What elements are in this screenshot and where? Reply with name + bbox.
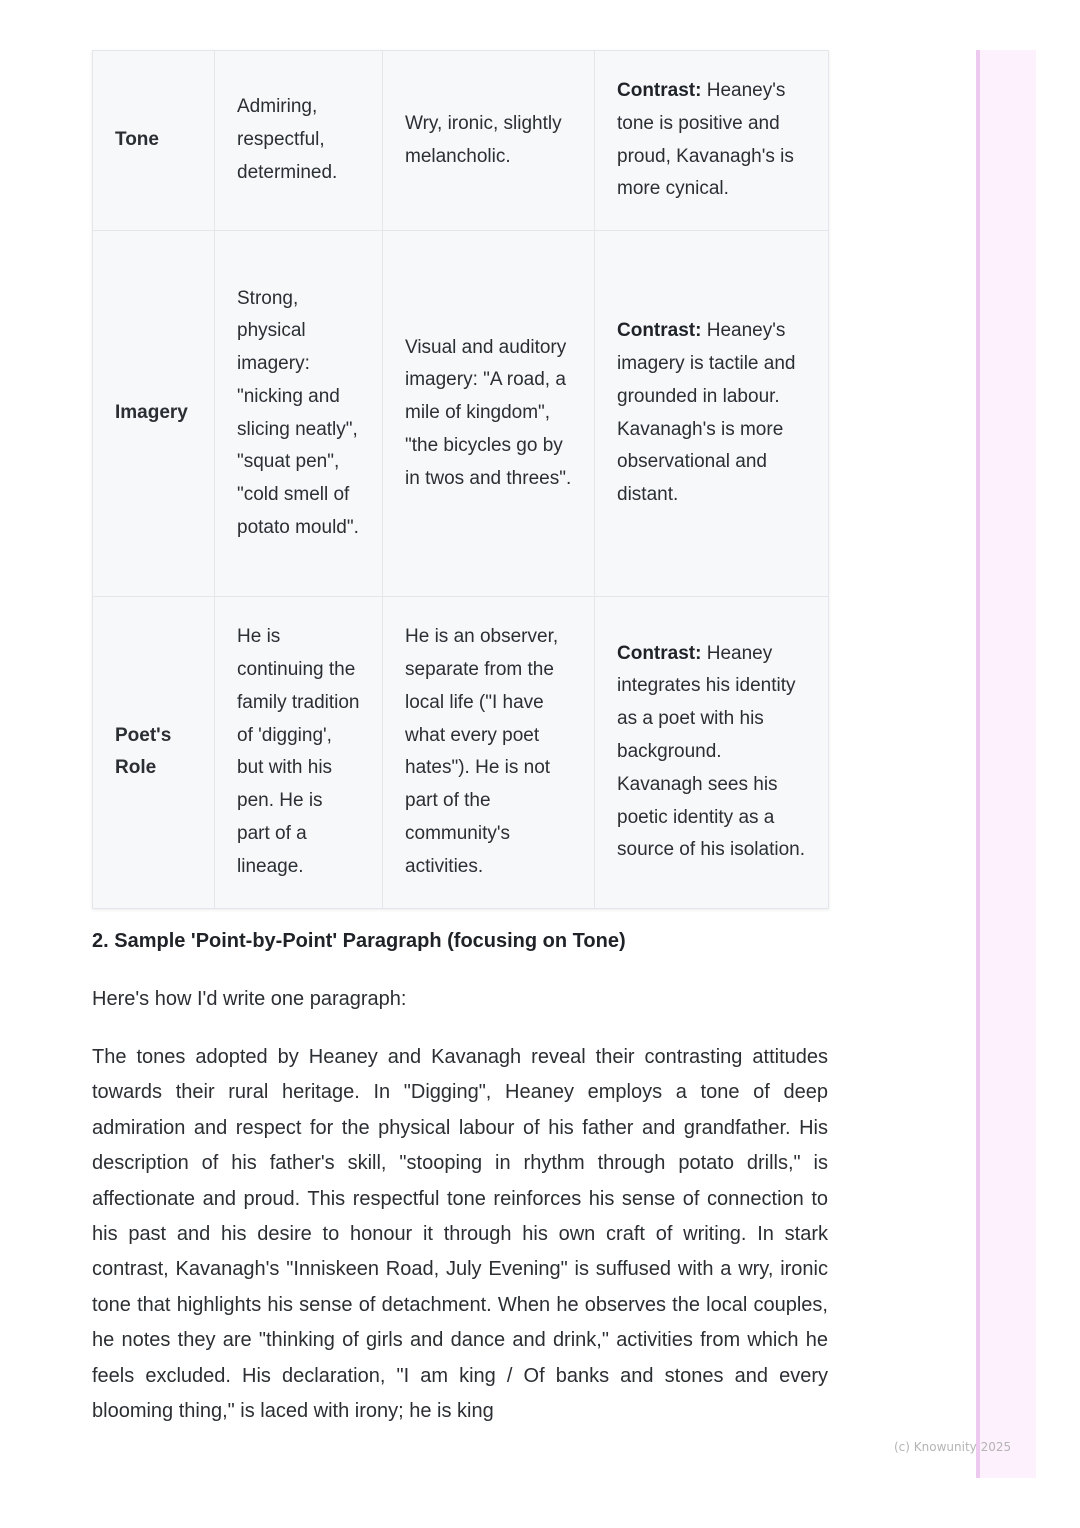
kavanagh-cell: Visual and auditory imagery: "A road, a mile of kingdom", "the bicycles go by in twos and threes". bbox=[383, 231, 595, 597]
contrast-cell bbox=[595, 231, 829, 597]
comparison-table bbox=[92, 50, 829, 909]
copyright-footer: (c) Knowunity 2025 bbox=[894, 1440, 1012, 1454]
side-margin-bar bbox=[976, 50, 1036, 1478]
kavanagh-cell: Wry, ironic, slightly melancholic. bbox=[383, 51, 595, 231]
contrast-text: Heaney integrates his identity as a poet with his background. Kavanagh sees his poetic identity as a source of his isolation. bbox=[617, 642, 805, 861]
table-row-poets-role bbox=[93, 597, 829, 908]
kavanagh-cell: He is an observer, separate from the local life ("I have what every poet hates"). He is not part of the community's activities. bbox=[383, 597, 595, 908]
contrast-label: Contrast: bbox=[617, 80, 702, 101]
contrast-text: Heaney's imagery is tactile and grounded in labour. Kavanagh's is more observational and distant. bbox=[617, 320, 796, 506]
row-label: Tone bbox=[93, 51, 215, 231]
contrast-label: Contrast: bbox=[617, 320, 702, 342]
row-label: Imagery bbox=[93, 231, 215, 597]
heaney-cell: Admiring, respectful, determined. bbox=[215, 51, 383, 231]
intro-text: Here's how I'd write one paragraph: bbox=[92, 988, 407, 1010]
contrast-label: Contrast: bbox=[617, 642, 702, 664]
heaney-cell: He is continuing the family tradition of 'digging', but with his pen. He is part of a lineage. bbox=[215, 597, 383, 908]
contrast-cell bbox=[595, 51, 829, 231]
contrast-text: Heaney's tone is positive and proud, Kavanagh's is more cynical. bbox=[617, 80, 794, 200]
row-label: Poet's Role bbox=[93, 597, 215, 908]
contrast-cell bbox=[595, 597, 829, 908]
table-row-imagery bbox=[93, 231, 829, 597]
sample-paragraph: The tones adopted by Heaney and Kavanagh reveal their contrasting attitudes towards their rural heritage. In "Digging", Heaney employs a tone of deep admiration and respect for the physical labour of his father and grandfather. His description of his father's skill, "stooping in rhythm through potato drills," is affectionate and proud. This respectful tone reinforces his sense of connection to his past and his desire to honour it through his own craft of writing. In stark contrast, Kavanagh's "Inniskeen Road, July Evening" is suffused with a wry, ironic tone that highlights his sense of detachment. When he observes the local couples, he notes they are "thinking of girls and dance and drink," activities from which he feels excluded. His declaration, "I am king / Of banks and stones and every blooming thing," is laced with irony; he is king bbox=[92, 1046, 828, 1423]
document-page bbox=[92, 50, 828, 1423]
table-row-tone bbox=[93, 51, 829, 231]
section-heading: 2. Sample 'Point-by-Point' Paragraph (focusing on Tone) bbox=[92, 930, 626, 952]
heaney-cell: Strong, physical imagery: "nicking and slicing neatly", "squat pen", "cold smell of potato mould". bbox=[215, 231, 383, 597]
